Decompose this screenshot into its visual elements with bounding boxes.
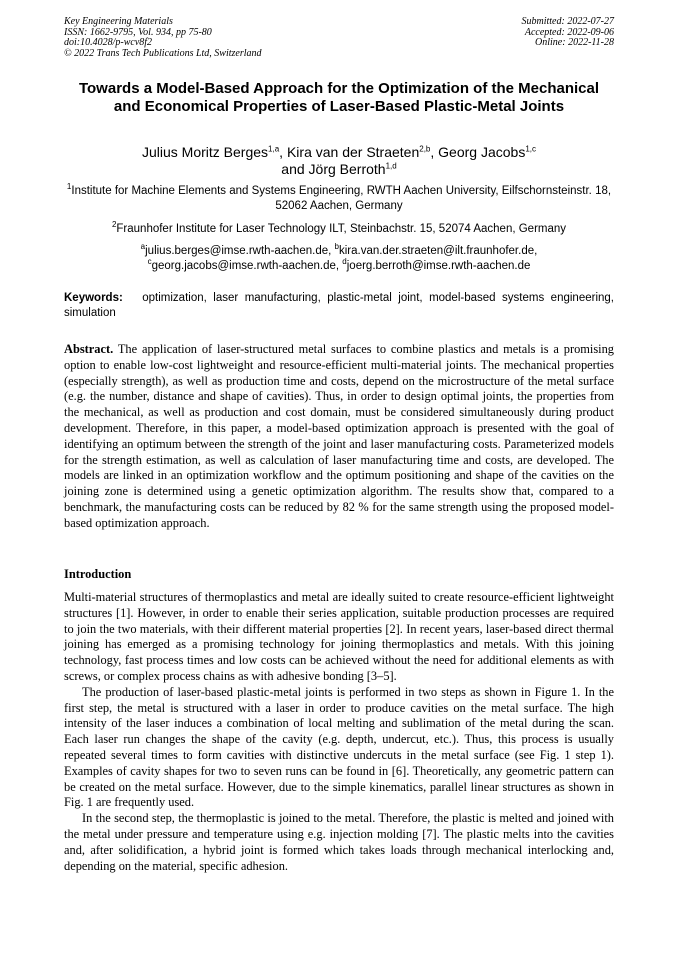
affiliation-2: $^2$Fraunhofer Institute for Laser Technology ILT, Steinbachstr. 15, 52074 Aachen, Germany xyxy=(111,220,567,235)
keywords xyxy=(64,291,614,321)
introduction-body xyxy=(64,590,614,874)
author-affiliation-marker: 1,d xyxy=(385,161,397,171)
doi: doi:10.4028/p-wcv8f2 xyxy=(64,37,153,49)
author-list: Julius Moritz Berges$^{1,a}$, Kira van der Straeten$^{2,b}$, Georg Jacobs$^{1,c}$ and Jörg Berroth$^{1,d}$ xyxy=(142,144,536,177)
author-name: Jörg Berroth xyxy=(308,161,386,177)
paragraph: The production of laser-based plastic-metal joints is performed in two steps as shown in Figure 1. In the first step, the metal is structured with a laser in order to produce cavities on the metal surface. The high intensity of the laser induces a combination of local melting and sublimation of the metal during the scan. Each laser run changes the shape of the cavity (e.g. depth, undercut, etc.). Thus, this process is usually repeated several times to form cavities with distinctive undercuts in the metal surface (see Fig. 1 step 1). Examples of cavity shapes for two to seven runs can be found in [6]. Theoretically, any geometric pattern can be created on the metal surface. However, due to the simple kinematics, parallel linear structures as shown in Fig. 1 are frequently used. xyxy=(64,684,614,810)
author-emails: $^a$julius.berges@imse.rwth-aachen.de, $^b$kira.van.der.straeten@ilt.fraunhofer.de, $^c$georg.jacobs@imse.rwth-aachen.de, $^d$joerg.berroth@imse.rwth-aachen.de xyxy=(140,242,538,272)
section-heading-introduction: Introduction xyxy=(64,567,132,581)
email-link[interactable]: julius.berges@imse.rwth-aachen.de, xyxy=(145,245,332,257)
accepted-date: Accepted: 2022-09-06 xyxy=(524,26,614,38)
author-affiliation-marker: 1,c xyxy=(525,144,536,154)
issn-info: ISSN: 1662-9795, Vol. 934, pp 75-80 xyxy=(64,26,212,38)
author-affiliation-marker: 2,b xyxy=(419,144,431,154)
online-date: Online: 2022-11-28 xyxy=(535,37,614,49)
abstract-label: Abstract. xyxy=(64,342,114,356)
affiliation-1: $^1$Institute for Machine Elements and Systems Engineering, RWTH Aachen University, Eilfschornsteinstr. 18, 52062 Aachen, Germany xyxy=(66,182,612,212)
abstract xyxy=(64,342,614,532)
paper-title: Towards a Model-Based Approach for the Optimization of the Mechanical and Economical Properties of Laser-Based Plastic-Metal Joints xyxy=(78,80,600,115)
email-link[interactable]: georg.jacobs@imse.rwth-aachen.de, xyxy=(151,260,340,272)
paragraph: In the second step, the thermoplastic is joined to the metal. Therefore, the plastic is melted and joined with the metal under pressure and temperature using e.g. injection molding [7]. The plastic melts into the cavities and, after solidification, a hybrid joint is formed which takes loads through mechanical interlocking and, depending on the material, specific adhesion. xyxy=(64,811,614,873)
keywords-text: optimization, laser manufacturing, plastic-metal joint, model-based systems engineering, simulation xyxy=(64,292,614,319)
publication-info xyxy=(64,17,262,59)
copyright: © 2022 Trans Tech Publications Ltd, Switzerland xyxy=(64,47,262,59)
email-link[interactable]: kira.van.der.straeten@ilt.fraunhofer.de, xyxy=(338,245,538,257)
author-affiliation-marker: 1,a xyxy=(268,144,280,154)
author-name: Georg Jacobs xyxy=(438,144,526,160)
author-name: Julius Moritz Berges xyxy=(142,144,269,160)
submitted-date: Submitted: 2022-07-27 xyxy=(521,16,614,27)
author-conjunction: and xyxy=(281,161,305,177)
keywords-label: Keywords: xyxy=(64,292,123,304)
author-name: Kira van der Straeten xyxy=(286,144,420,160)
abstract-text: The application of laser-structured metal surfaces to combine plastics and metals is a promising option to enable low-cost lightweight and resource-efficient multi-material joints. The mechanical properties (especially strength), as well as production time and costs, depend on the microstructure of the metal surface (e.g. the number, distance and shape of cavities). Thus, in order to design optimal joints, the properties from the mechanical, as well as production and cost domain, must be considered simultaneously during product development. Therefore, in this paper, a model-based optimization approach is presented with the goal of identifying an optimum between the strength of the joint and laser manufacturing costs. Parameterized models for the strength estimation, as well as calculation of laser manufacturing time and costs, are developed. The models are linked in an optimization workflow and the optimum positioning and shape of the cavities on the joining zone is determined using a genetic optimization algorithm. The results show that, compared to a benchmark, the manufacturing costs can be reduced by 82 % for the same strength using the proposed model-based optimization approach. xyxy=(64,342,614,530)
journal-name: Key Engineering Materials xyxy=(64,16,173,27)
paragraph: Multi-material structures of thermoplastics and metal are ideally suited to create resource-efficient lightweight structures [1]. However, in order to enable their series application, suitable production processes are required to join the two materials, with their different material properties [2]. In recent years, laser-based direct thermal joining has emerged as a promising technology for joining thermoplastics and metals. With this joining technology, fast process times and low costs can be achieved without the need for additional elements as with screws, or complex process chains as with adhesive bonding [3–5]. xyxy=(64,590,614,683)
email-link[interactable]: joerg.berroth@imse.rwth-aachen.de xyxy=(346,260,531,272)
publication-dates xyxy=(522,17,615,49)
